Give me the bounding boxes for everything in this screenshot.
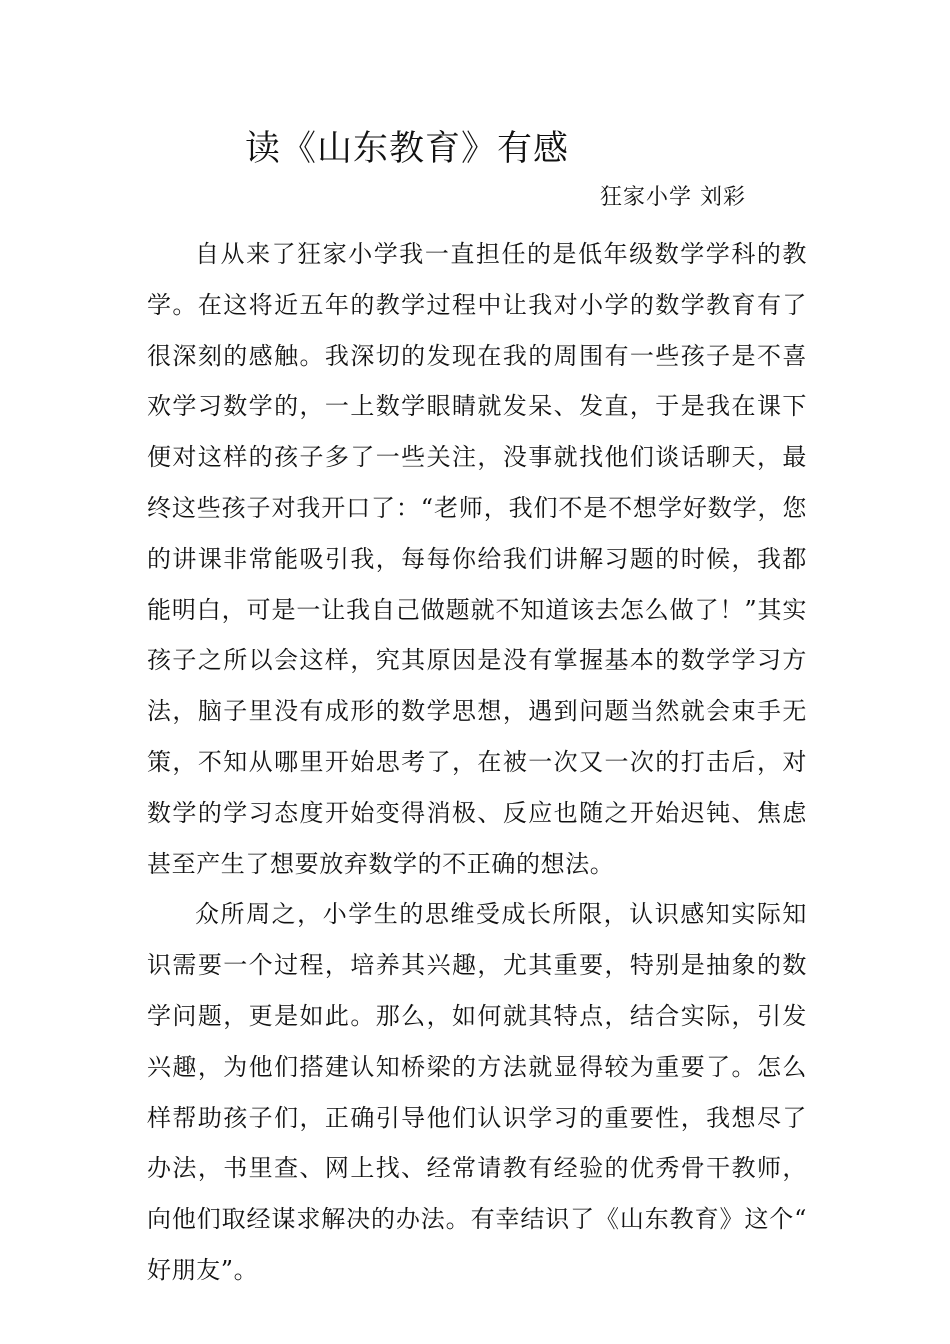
author-byline: 狂家小学 刘彩 — [600, 185, 746, 210]
body-paragraph-2: 众所周之，小学生的思维受成长所限，认识感知实际知识需要一个过程，培养其兴趣，尤其重要，特别是抽象的数学问题，更是如此。那么，如何就其特点，结合实际，引发兴趣，为他们搭建认知桥梁的方法就显得较为重要了。怎么样帮助孩子们，正确引导他们认识学习的重要性，我想尽了办法，书里查、网上找、经常请教有经验的优秀骨干教师，向他们取经谋求解决的办法。有幸结识了《山东教育》这个“好朋友”。 — [147, 900, 807, 1284]
document-body — [147, 229, 807, 1296]
document-title: 读《山东教育》有感 — [245, 129, 570, 169]
body-paragraph-1: 自从来了狂家小学我一直担任的是低年级数学学科的教学。在这将近五年的教学过程中让我对小学的数学教育有了很深刻的感触。我深切的发现在我的周围有一些孩子是不喜欢学习数学的，一上数学眼睛就发呆、发直，于是我在课下便对这样的孩子多了一些关注，没事就找他们谈话聊天，最终这些孩子对我开口了：“老师，我们不是不想学好数学，您的讲课非常能吸引我，每每你给我们讲解习题的时候，我都能明白，可是一让我自己做题就不知道该去怎么做了！”其实孩子之所以会这样，究其原因是没有掌握基本的数学学习方法，脑子里没有成形的数学思想，遇到问题当然就会束手无策，不知从哪里开始思考了，在被一次又一次的打击后，对数学的学习态度开始变得消极、反应也随之开始迟钝、焦虑甚至产生了想要放弃数学的不正确的想法。 — [147, 240, 807, 878]
